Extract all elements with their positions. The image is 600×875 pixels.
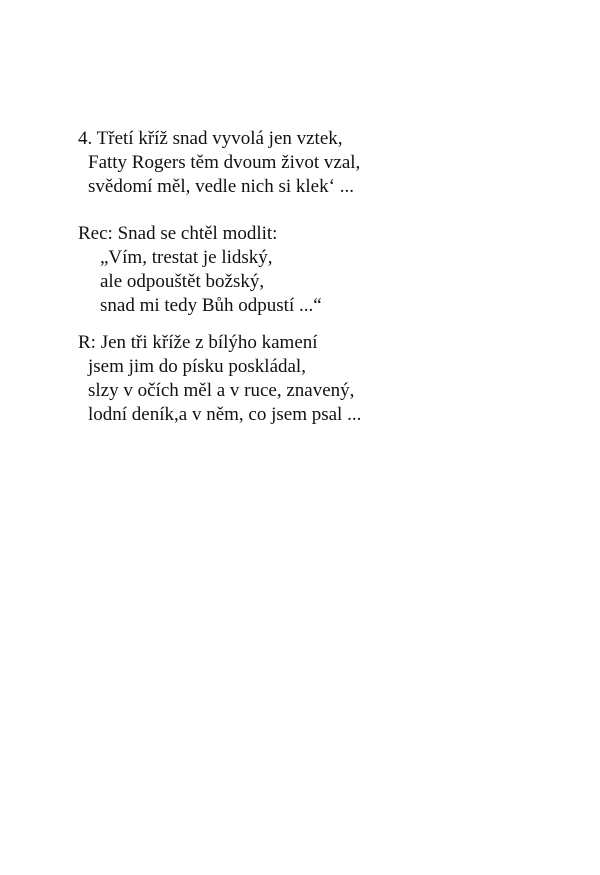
stanza-line: svědomí měl, vedle nich si klek‘ ... <box>88 176 354 197</box>
stanza-refrain <box>78 331 361 427</box>
stanza-recitation <box>78 222 322 318</box>
stanza-line: Fatty Rogers těm dvoum život vzal, <box>88 152 361 173</box>
stanza-line: jsem jim do písku poskládal, <box>88 356 306 377</box>
stanza-line: snad mi tedy Bůh odpustí ...“ <box>100 295 322 316</box>
stanza-verse-4 <box>78 127 360 199</box>
stanza-line: Rec: Snad se chtěl modlit: <box>78 223 278 244</box>
stanza-line: slzy v očích měl a v ruce, znavený, <box>88 380 355 401</box>
stanza-line: lodní deník,a v něm, co jsem psal ... <box>88 404 362 425</box>
stanza-line: R: Jen tři kříže z bílýho kamení <box>78 332 318 353</box>
stanza-line: 4. Třetí kříž snad vyvolá jen vztek, <box>78 128 343 149</box>
stanza-line: „Vím, trestat je lidský, <box>100 247 273 268</box>
stanza-line: ale odpouštět božský, <box>100 271 265 292</box>
